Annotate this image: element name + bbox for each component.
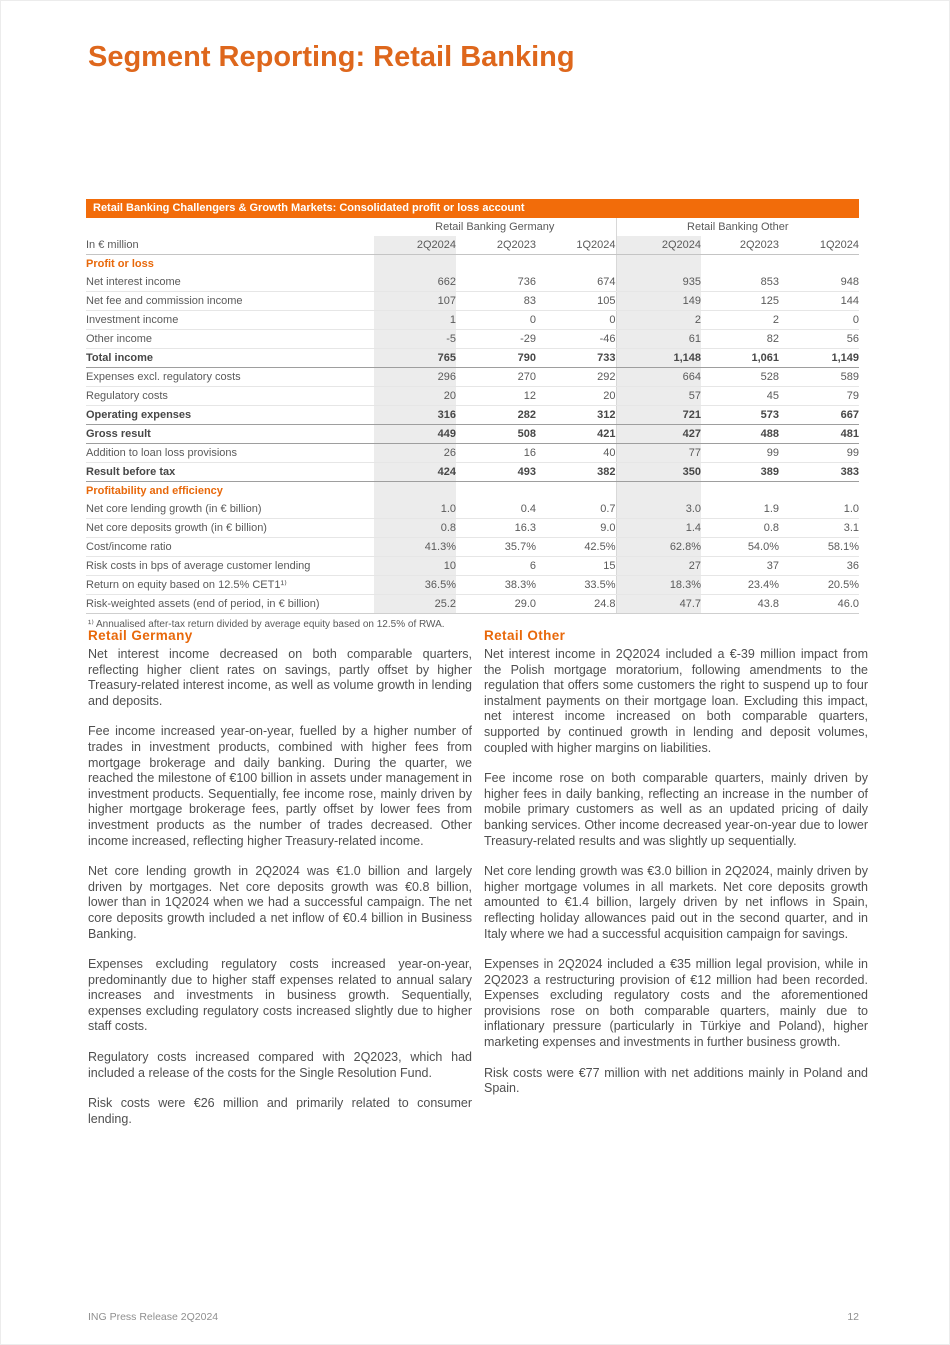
table-row <box>86 292 859 311</box>
column-header: 2Q2023 <box>701 236 779 255</box>
paragraph: Risk costs were €77 million with net additions mainly in Poland and Spain. <box>484 1065 868 1096</box>
cell-value: 270 <box>456 368 536 387</box>
column-header: 2Q2024 <box>616 236 701 255</box>
cell-value <box>374 482 456 501</box>
table-column-header-row <box>86 236 859 255</box>
cell-value: 721 <box>616 406 701 425</box>
cell-value: 427 <box>616 425 701 444</box>
page-title: Segment Reporting: Retail Banking <box>88 41 575 73</box>
cell-value: 16 <box>456 444 536 463</box>
cell-value: 573 <box>701 406 779 425</box>
cell-value: 42.5% <box>536 538 616 557</box>
paragraph: Net core lending growth was €3.0 billion in 2Q2024, mainly driven by higher mortgage volumes in all markets. Net core deposits growth amounted to €1.4 billion, largely driven by net inflows in Spain, reflecting holiday allowances paid out in the second quarter, and in Italy where we had a successful acquisition campaign for savings. <box>484 864 868 941</box>
cell-value: 1,061 <box>701 349 779 368</box>
section-retail-other <box>484 628 868 1112</box>
cell-value: 1.0 <box>374 500 456 519</box>
section-retail-germany <box>88 628 472 1142</box>
cell-value: -5 <box>374 330 456 349</box>
cell-value: 25.2 <box>374 595 456 614</box>
column-header: 2Q2023 <box>456 236 536 255</box>
financial-table-block <box>86 199 859 630</box>
cell-value: 424 <box>374 463 456 482</box>
paragraph: Fee income rose on both comparable quarters, mainly driven by higher fees in daily banking, reflecting an increase in the number of mobile primary customers as well as an updated pricing of daily banking services. Other income decreased year-on-year due to lower Treasury-related results and was slightly up sequentially. <box>484 771 868 848</box>
cell-value: 382 <box>536 463 616 482</box>
cell-value: 26 <box>374 444 456 463</box>
table-row <box>86 387 859 406</box>
cell-value: -46 <box>536 330 616 349</box>
row-label: Net interest income <box>86 273 374 292</box>
cell-value: 18.3% <box>616 576 701 595</box>
cell-value: 20 <box>374 387 456 406</box>
cell-value: 37 <box>701 557 779 576</box>
paragraph: Risk costs were €26 million and primarily related to consumer lending. <box>88 1096 472 1126</box>
table-title-bar: Retail Banking Challengers & Growth Markets: Consolidated profit or loss account <box>86 199 859 218</box>
column-header: 1Q2024 <box>536 236 616 255</box>
cell-value: 449 <box>374 425 456 444</box>
table-row <box>86 557 859 576</box>
cell-value: 664 <box>616 368 701 387</box>
cell-value: 33.5% <box>536 576 616 595</box>
cell-value: 0 <box>456 311 536 330</box>
cell-value: 47.7 <box>616 595 701 614</box>
table-row <box>86 330 859 349</box>
cell-value: 316 <box>374 406 456 425</box>
cell-value: 948 <box>779 273 859 292</box>
cell-value: 15 <box>536 557 616 576</box>
cell-value: 82 <box>701 330 779 349</box>
cell-value <box>701 255 779 274</box>
cell-value: 40 <box>536 444 616 463</box>
cell-value: 125 <box>701 292 779 311</box>
paragraph: Net interest income in 2Q2024 included a €-39 million impact from the Polish mortgage moratorium, following amendments to the regulation that offers some customers the right to suspend up to four instalment payments on their mortgage loan. Excluding this impact, net interest income increased on both comparable quarters, supported by continued growth in lending and deposit volumes, coupled with higher margins on liabilities. <box>484 647 868 755</box>
group-header-germany: Retail Banking Germany <box>435 221 555 233</box>
table-footnote: ¹⁾ Annualised after-tax return divided by average equity based on 12.5% of RWA. <box>88 619 445 630</box>
cell-value <box>779 255 859 274</box>
paragraph: Net interest income decreased on both comparable quarters, reflecting higher client rates on savings, partly offset by higher Treasury-related interest income, as well as volume growth in lending and deposits. <box>88 647 472 708</box>
row-label: Net core deposits growth (in € billion) <box>86 519 374 538</box>
table-body <box>86 255 859 614</box>
cell-value: 29.0 <box>456 595 536 614</box>
paragraph: Net core lending growth in 2Q2024 was €1.0 billion and largely driven by mortgages. Net core deposits growth was €0.8 billion, lower than in 1Q2024 when we had a successful campaign. The net core deposits growth included a net inflow of €0.4 billion in Business Banking. <box>88 864 472 941</box>
cell-value: 45 <box>701 387 779 406</box>
page-number: 12 <box>847 1311 859 1323</box>
row-label: Investment income <box>86 311 374 330</box>
cell-value: 282 <box>456 406 536 425</box>
cell-value <box>456 255 536 274</box>
cell-value: 389 <box>701 463 779 482</box>
cell-value: 1.0 <box>779 500 859 519</box>
table-row <box>86 538 859 557</box>
row-label: Return on equity based on 12.5% CET1¹⁾ <box>86 576 374 595</box>
cell-value: 41.3% <box>374 538 456 557</box>
row-label: Profit or loss <box>86 258 154 270</box>
table-section-row <box>86 255 859 274</box>
cell-value: 77 <box>616 444 701 463</box>
cell-value <box>701 482 779 501</box>
row-label: Gross result <box>86 425 374 444</box>
cell-value: 1,148 <box>616 349 701 368</box>
table-row <box>86 500 859 519</box>
cell-value: 736 <box>456 273 536 292</box>
cell-value: 12 <box>456 387 536 406</box>
cell-value: 1,149 <box>779 349 859 368</box>
table-row <box>86 273 859 292</box>
cell-value: 61 <box>616 330 701 349</box>
table-row <box>86 444 859 463</box>
cell-value: 16.3 <box>456 519 536 538</box>
cell-value: 350 <box>616 463 701 482</box>
cell-value: 0.8 <box>374 519 456 538</box>
cell-value: 10 <box>374 557 456 576</box>
row-label: Risk costs in bps of average customer lending <box>86 557 374 576</box>
table-row <box>86 595 859 614</box>
profit-loss-table <box>86 218 859 614</box>
table-row <box>86 519 859 538</box>
paragraph: Regulatory costs increased compared with 2Q2023, which had included a release of the costs for the Single Resolution Fund. <box>88 1050 472 1080</box>
cell-value: 35.7% <box>456 538 536 557</box>
row-label: Risk-weighted assets (end of period, in € billion) <box>86 595 374 614</box>
column-header: 1Q2024 <box>779 236 859 255</box>
cell-value: 0.4 <box>456 500 536 519</box>
cell-value: 27 <box>616 557 701 576</box>
cell-value <box>616 255 701 274</box>
cell-value: 3.0 <box>616 500 701 519</box>
cell-value: 662 <box>374 273 456 292</box>
cell-value: 1 <box>374 311 456 330</box>
cell-value: 105 <box>536 292 616 311</box>
row-label: Profitability and efficiency <box>86 485 223 497</box>
cell-value: 83 <box>456 292 536 311</box>
row-label: Addition to loan loss provisions <box>86 444 374 463</box>
table-row <box>86 311 859 330</box>
cell-value: 488 <box>701 425 779 444</box>
cell-value <box>616 482 701 501</box>
section-heading-retail-other: Retail Other <box>484 628 566 643</box>
cell-value: 508 <box>456 425 536 444</box>
cell-value: 528 <box>701 368 779 387</box>
cell-value: 149 <box>616 292 701 311</box>
section-heading-retail-germany: Retail Germany <box>88 628 193 643</box>
cell-value: 57 <box>616 387 701 406</box>
cell-value: 589 <box>779 368 859 387</box>
cell-value <box>374 255 456 274</box>
cell-value <box>536 255 616 274</box>
cell-value: 24.8 <box>536 595 616 614</box>
cell-value: -29 <box>456 330 536 349</box>
footer-document-name: ING Press Release 2Q2024 <box>88 1311 219 1323</box>
table-row <box>86 368 859 387</box>
cell-value <box>456 482 536 501</box>
cell-value: 56 <box>779 330 859 349</box>
cell-value: 853 <box>701 273 779 292</box>
table-row <box>86 576 859 595</box>
section-paragraphs <box>88 647 472 1127</box>
cell-value: 2 <box>616 311 701 330</box>
table-group-header-row <box>86 218 859 236</box>
paragraph: Expenses in 2Q2024 included a €35 million legal provision, while in 2Q2023 a restructuring provision of €12 million had been recorded. Expenses excluding regulatory costs and the aforementioned provisions rose on both comparable quarters, mainly due to inflationary pressure (particularly in Türkiye and Poland), higher marketing expenses and investments in further business growth. <box>484 957 868 1050</box>
cell-value: 20.5% <box>779 576 859 595</box>
paragraph: Expenses excluding regulatory costs increased year-on-year, predominantly due to higher staff expenses related to annual salary increases and investments in business growth. Sequentially, expenses excluding regulatory costs increased slightly due to higher staff costs. <box>88 957 472 1034</box>
table-section-row <box>86 482 859 501</box>
group-header-spacer <box>86 218 374 236</box>
row-label: Operating expenses <box>86 406 374 425</box>
cell-value: 421 <box>536 425 616 444</box>
row-label: Net fee and commission income <box>86 292 374 311</box>
row-label: Expenses excl. regulatory costs <box>86 368 374 387</box>
row-label: Total income <box>86 349 374 368</box>
cell-value: 765 <box>374 349 456 368</box>
cell-value: 3.1 <box>779 519 859 538</box>
cell-value: 99 <box>701 444 779 463</box>
cell-value: 383 <box>779 463 859 482</box>
row-label: Result before tax <box>86 463 374 482</box>
table-row <box>86 406 859 425</box>
cell-value: 790 <box>456 349 536 368</box>
cell-value: 54.0% <box>701 538 779 557</box>
row-label: Other income <box>86 330 374 349</box>
table-row <box>86 425 859 444</box>
cell-value: 20 <box>536 387 616 406</box>
cell-value: 144 <box>779 292 859 311</box>
cell-value: 43.8 <box>701 595 779 614</box>
column-header: 2Q2024 <box>374 236 456 255</box>
section-paragraphs <box>484 647 868 1097</box>
cell-value: 23.4% <box>701 576 779 595</box>
cell-value: 9.0 <box>536 519 616 538</box>
cell-value <box>779 482 859 501</box>
cell-value: 935 <box>616 273 701 292</box>
cell-value: 667 <box>779 406 859 425</box>
unit-label: In € million <box>86 236 374 255</box>
cell-value: 2 <box>701 311 779 330</box>
group-header-other: Retail Banking Other <box>616 218 859 236</box>
cell-value: 58.1% <box>779 538 859 557</box>
row-label: Net core lending growth (in € billion) <box>86 500 374 519</box>
cell-value: 0 <box>779 311 859 330</box>
cell-value: 312 <box>536 406 616 425</box>
cell-value: 674 <box>536 273 616 292</box>
cell-value: 38.3% <box>456 576 536 595</box>
cell-value <box>536 482 616 501</box>
cell-value: 107 <box>374 292 456 311</box>
cell-value: 733 <box>536 349 616 368</box>
cell-value: 1.4 <box>616 519 701 538</box>
cell-value: 481 <box>779 425 859 444</box>
cell-value: 99 <box>779 444 859 463</box>
table-row <box>86 349 859 368</box>
cell-value: 493 <box>456 463 536 482</box>
paragraph: Fee income increased year-on-year, fuelled by a higher number of trades in investment products, combined with higher fees from mortgage brokerage and daily banking. During the quarter, we reached the milestone of €100 billion in assets under management in investment products. Sequentially, fee income rose, mainly driven by higher mortgage brokerage fees, partly offset by lower fees from investment products as the number of trades decreased. Other income increased, reflecting higher Treasury-related income. <box>88 724 472 848</box>
cell-value: 62.8% <box>616 538 701 557</box>
cell-value: 0 <box>536 311 616 330</box>
cell-value: 0.8 <box>701 519 779 538</box>
page-footer <box>88 1311 859 1323</box>
cell-value: 36 <box>779 557 859 576</box>
cell-value: 36.5% <box>374 576 456 595</box>
cell-value: 296 <box>374 368 456 387</box>
cell-value: 1.9 <box>701 500 779 519</box>
cell-value: 6 <box>456 557 536 576</box>
table-row <box>86 463 859 482</box>
cell-value: 292 <box>536 368 616 387</box>
cell-value: 46.0 <box>779 595 859 614</box>
row-label: Cost/income ratio <box>86 538 374 557</box>
row-label: Regulatory costs <box>86 387 374 406</box>
cell-value: 79 <box>779 387 859 406</box>
cell-value: 0.7 <box>536 500 616 519</box>
